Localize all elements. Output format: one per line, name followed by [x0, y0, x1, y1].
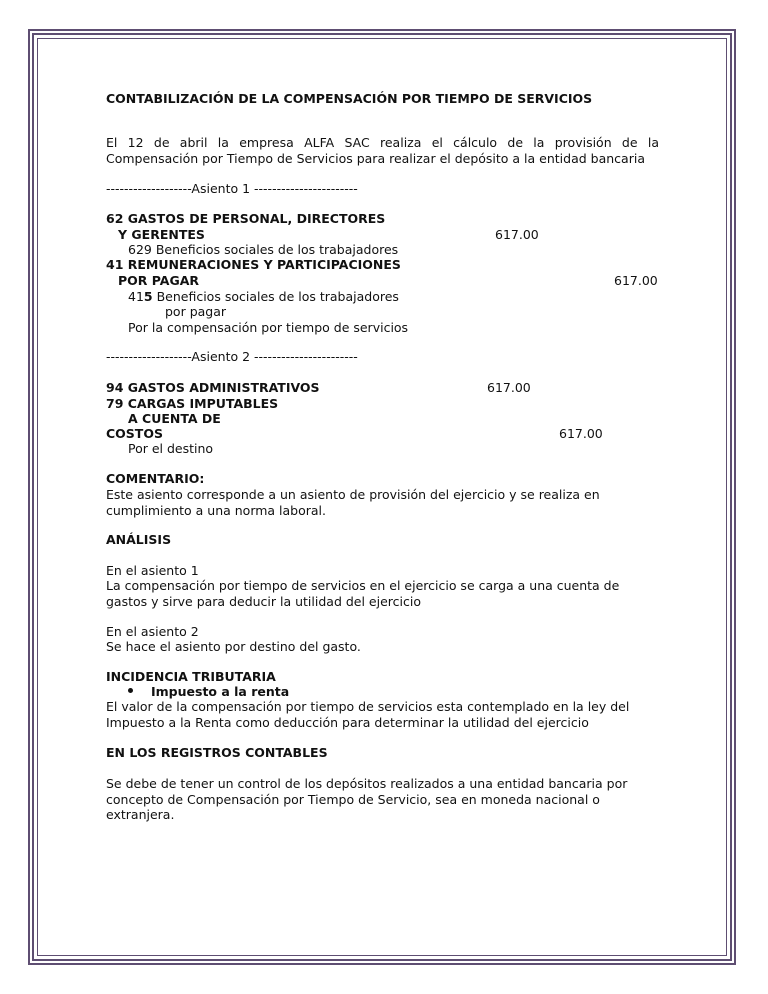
- asiento-1-separator: -------------------Asiento 1 -----------------------: [106, 181, 358, 196]
- analisis-asiento-2-line-1: Se hace el asiento por destino del gasto.: [106, 639, 361, 654]
- asiento-2-glosa: Por el destino: [128, 441, 214, 456]
- analisis-asiento-2-label: En el asiento 2: [106, 624, 199, 639]
- asiento-2-credit-account: 79 CARGAS IMPUTABLES: [106, 396, 279, 411]
- incidencia-heading: INCIDENCIA TRIBUTARIA: [106, 669, 276, 684]
- incidencia-line-2: Impuesto a la Renta como deducción para determinar la utilidad del ejercicio: [106, 715, 589, 730]
- analisis-heading: ANÁLISIS: [106, 532, 172, 547]
- document-title: CONTABILIZACIÓN DE LA COMPENSACIÓN POR TIEMPO DE SERVICIOS: [106, 91, 593, 106]
- intro-line-2: Compensación por Tiempo de Servicios para realizar el depósito a la entidad bancaria: [106, 151, 645, 166]
- asiento-1-subaccount-415: [128, 289, 399, 304]
- asiento-1-credit-account: 41 REMUNERACIONES Y PARTICIPACIONES: [106, 257, 401, 272]
- registros-heading: EN LOS REGISTROS CONTABLES: [106, 745, 328, 760]
- intro-line-1: El 12 de abril la empresa ALFA SAC realiza el cálculo de la provisión de la: [106, 135, 659, 150]
- incidencia-line-1: El valor de la compensación por tiempo de servicios esta contemplado en la ley del: [106, 699, 630, 714]
- asiento-1-subaccount-415-cont: por pagar: [165, 304, 227, 319]
- asiento-2-separator: -------------------Asiento 2 -----------------------: [106, 349, 358, 364]
- subaccount-description: Beneficios sociales de los trabajadores: [152, 289, 399, 304]
- analisis-asiento-1-line-1: La compensación por tiempo de servicios en el ejercicio se carga a una cuenta de: [106, 578, 620, 593]
- asiento-1-debit-account: 62 GASTOS DE PERSONAL, DIRECTORES: [106, 211, 386, 226]
- comentario-line-2: cumplimiento a una norma laboral.: [106, 503, 327, 518]
- registros-line-3: extranjera.: [106, 807, 175, 822]
- analisis-asiento-1-line-2: gastos y sirve para deducir la utilidad del ejercicio: [106, 594, 421, 609]
- asiento-2-credit-amount: 617.00: [559, 426, 603, 441]
- comentario-heading: COMENTARIO:: [106, 471, 205, 486]
- asiento-1-glosa: Por la compensación por tiempo de servicios: [128, 320, 409, 335]
- asiento-1-debit-account-cont: Y GERENTES: [118, 227, 205, 242]
- registros-line-1: Se debe de tener un control de los depósitos realizados a una entidad bancaria por: [106, 776, 628, 791]
- incidencia-bullet-item: Impuesto a la renta: [151, 684, 290, 699]
- subaccount-digit: 5: [143, 289, 153, 304]
- subaccount-prefix: 41: [128, 289, 144, 304]
- asiento-1-credit-amount: 617.00: [614, 273, 658, 288]
- asiento-2-credit-account-cont: A CUENTA DE: [128, 411, 221, 426]
- registros-line-2: concepto de Compensación por Tiempo de Servicio, sea en moneda nacional o: [106, 792, 600, 807]
- asiento-2-credit-account-cont2: COSTOS: [106, 426, 163, 441]
- asiento-2-debit-amount: 617.00: [487, 380, 531, 395]
- asiento-1-debit-amount: 617.00: [495, 227, 539, 242]
- comentario-line-1: Este asiento corresponde a un asiento de provisión del ejercicio y se realiza en: [106, 487, 600, 502]
- analisis-asiento-1-label: En el asiento 1: [106, 563, 199, 578]
- asiento-2-debit-account: 94 GASTOS ADMINISTRATIVOS: [106, 380, 320, 395]
- asiento-1-subaccount-629: 629 Beneficios sociales de los trabajadores: [128, 242, 399, 257]
- bullet-icon: [128, 688, 133, 693]
- asiento-1-credit-account-cont: POR PAGAR: [118, 273, 200, 288]
